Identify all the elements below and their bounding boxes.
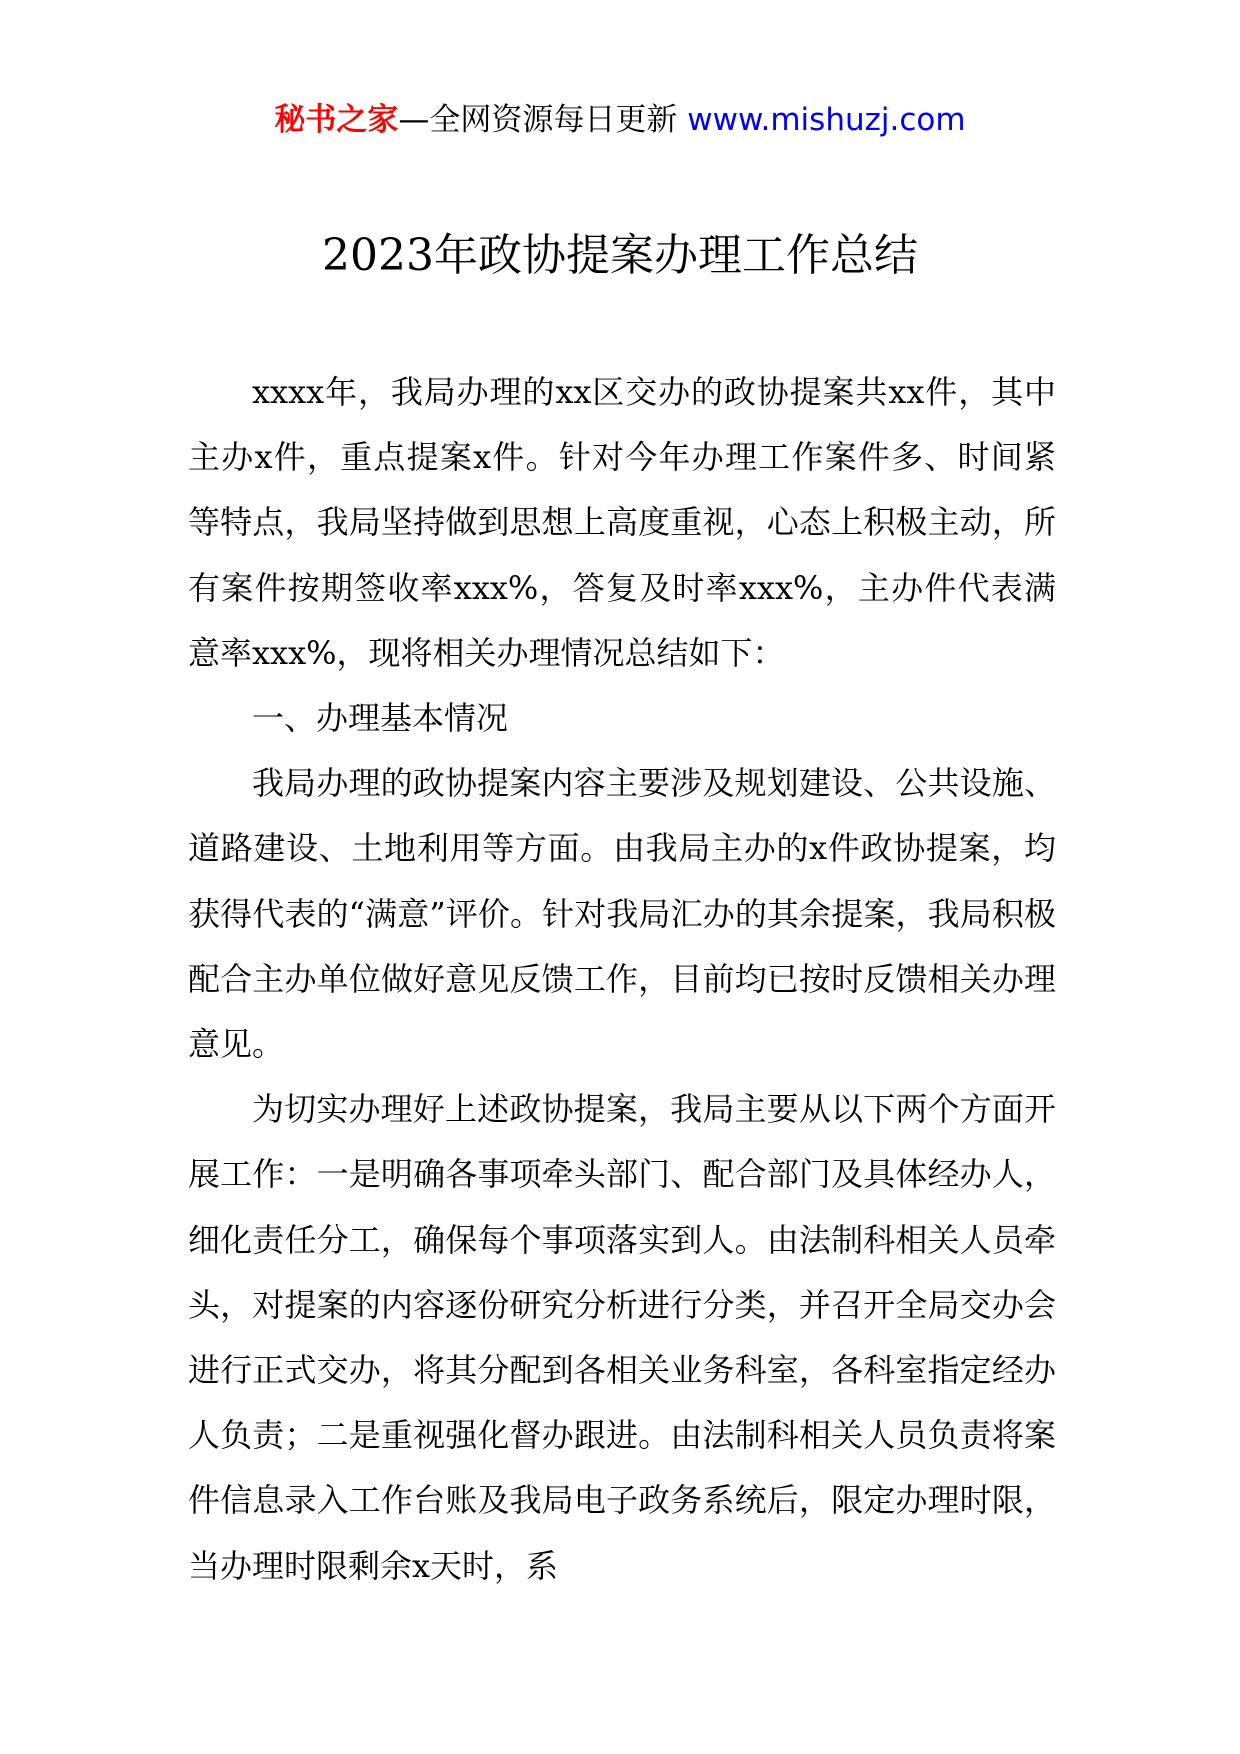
header-slogan: —全网资源每日更新 — [398, 102, 678, 138]
brand-name: 秘书之家 — [274, 102, 399, 138]
paragraph-intro: xxxx年，我局办理的xx区交办的政协提案共xx件，其中主办x件，重点提案x件。针对今年办理工作案件多、时间紧等特点，我局坚持做到思想上高度重视，心态上积极主动，所有案件按期签收率xxx%，答复及时率xxx%，主办件代表满意率xxx%，现将相关办理情况总结如下： — [188, 373, 1056, 672]
document-body — [188, 360, 1056, 1599]
section-heading: 一、办理基本情况 — [252, 699, 509, 738]
paragraph-work-measures: 为切实办理好上述政协提案，我局主要从以下两个方面开展工作：一是明确各事项牵头部门、配合部门及具体经办人，细化责任分工，确保每个事项落实到人。由法制科相关人员牵头，对提案的内容逐份研究分析进行分类，并召开全局交办会进行正式交办，将其分配到各相关业务科室，各科室指定经办人负责；二是重视强化督办跟进。由法制科相关人员负责将案件信息录入工作台账及我局电子政务系统后，限定办理时限，当办理时限剩余x天时，系 — [188, 1090, 1056, 1585]
site-url-link[interactable]: www.mishuzj.com — [687, 102, 966, 138]
document-title: 2023年政协提案办理工作总结 — [322, 230, 918, 281]
paragraph-basic-situation: 我局办理的政协提案内容主要涉及规划建设、公共设施、道路建设、土地利用等方面。由我局主办的x件政协提案，均获得代表的“满意”评价。针对我局汇办的其余提案，我局积极配合主办单位做好意见反馈工作，目前均已按时反馈相关办理意见。 — [188, 764, 1056, 1064]
site-header — [0, 100, 1240, 140]
